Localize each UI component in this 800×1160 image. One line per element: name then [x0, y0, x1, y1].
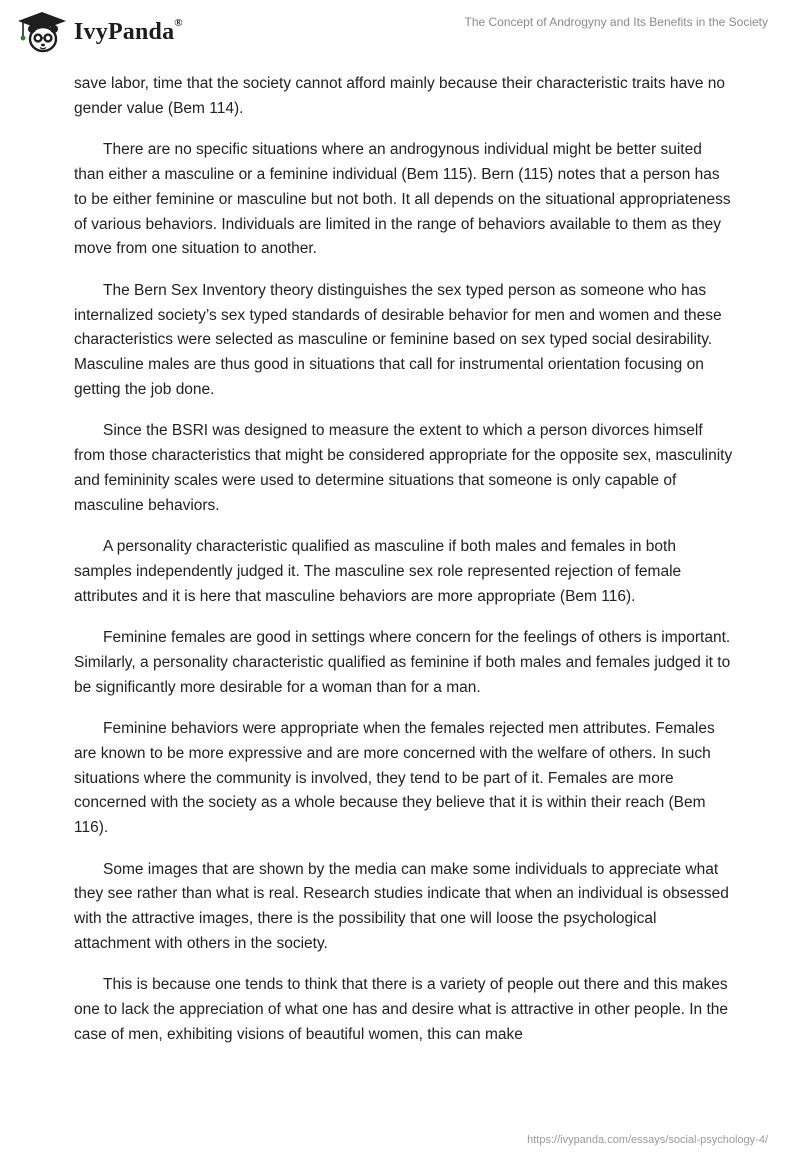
brand-logo[interactable]: [14, 10, 183, 54]
panda-graduate-icon: [14, 10, 70, 54]
paragraph: A personality characteristic qualified as masculine if both males and females in both samples independently judged it. The masculine sex role represented rejection of female attributes and it is here that masculine behaviors are more appropriate (Bem 116).: [74, 538, 682, 605]
page-header: [0, 0, 800, 66]
source-url[interactable]: https://ivypanda.com/essays/social-psychology-4/: [527, 1134, 768, 1146]
paragraph: The Bern Sex Inventory theory distinguishes the sex typed person as someone who has internalized society’s sex typed standards of desirable behavior for men and women and these characteristics were selected as masculine or feminine based on sex typed social desirability. Masculine males are thus good in situations that call for instrumental orientation focusing on getting the job done.: [74, 281, 722, 398]
paragraph: This is because one tends to think that there is a variety of people out there and this makes one to lack the appreciation of what one has and desire what is attractive in other people. In the case of men, exhibiting visions of beautiful women, this can make: [74, 976, 728, 1044]
document-title: The Concept of Androgyny and Its Benefits in the Society: [464, 15, 768, 29]
paragraph: Feminine females are good in settings where concern for the feelings of others is important. Similarly, a personality characteristic qualified as feminine if both males and females judged it to be significantly more desirable for a woman than for a man.: [74, 629, 731, 696]
paragraph: Since the BSRI was designed to measure the extent to which a person divorces himself from those characteristics that might be considered appropriate for the opposite sex, masculinity and femininity scales were used to determine situations that someone is only capable of masculine behaviors.: [74, 422, 733, 514]
paragraph: There are no specific situations where an androgynous individual might be better suited than either a masculine or a feminine individual (Bem 115). Bern (115) notes that a person has to be either feminine or masculine but not both. It all depends on the situational appropriateness of various behaviors. Individuals are limited in the range of behaviors available to them as they move from one situation to another.: [74, 141, 731, 258]
brand-name: IvyPanda®: [74, 16, 183, 45]
essay-body: [74, 72, 734, 1064]
paragraph: Some images that are shown by the media can make some individuals to appreciate what they see rather than what is real. Research studies indicate that when an individual is obsessed with the attractive images, there is the possibility that one will loose the psychological attachment with others in the society.: [74, 860, 729, 953]
paragraph: Feminine behaviors were appropriate when the females rejected men attributes. Females are known to be more expressive and are more concerned with the welfare of others. In such situations where the community is involved, they tend to be part of it. Females are more concerned with the society as a whole because they believe that it is within their reach (Bem 116).: [74, 720, 715, 837]
paragraph: save labor, time that the society cannot afford mainly because their characteristic traits have no gender value (Bem 114).: [74, 75, 726, 117]
